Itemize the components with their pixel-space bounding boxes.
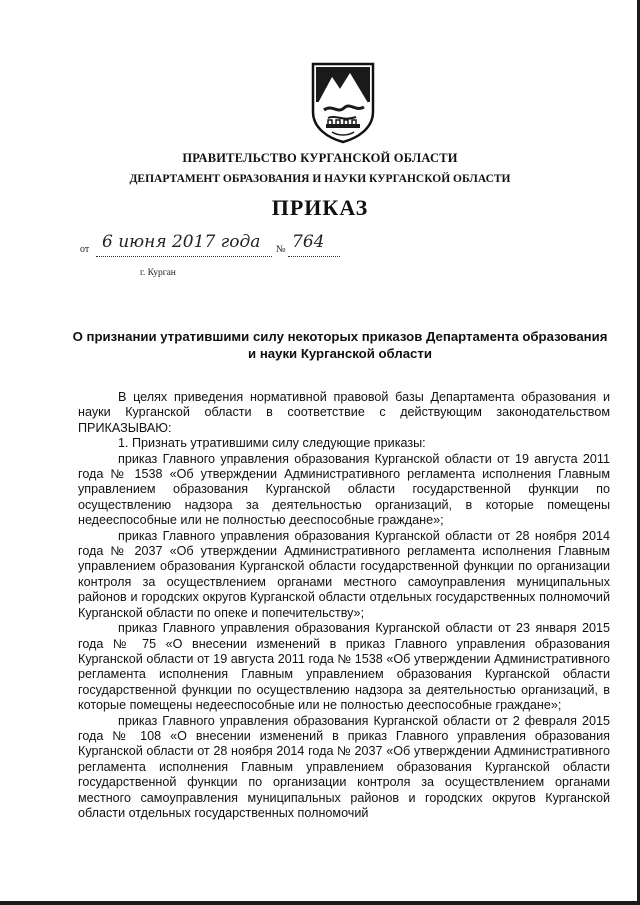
- date-prefix: от: [80, 244, 90, 255]
- department-name: ДЕПАРТАМЕНТ ОБРАЗОВАНИЯ И НАУКИ КУРГАНСКОЙ ОБЛАСТИ: [129, 173, 511, 185]
- order-list-item: приказ Главного управления образования Курганской области от 2 февраля 2015 года № 108 «О внесении изменений в приказ Главного управления образования Курганской области от 28 ноября 2014 года № 2037 «Об утверждении Административного регламента исполнения Главным управлением образования Курганской области государственной функции по организации контроля за осуществлением органами местного самоуправления муниципальных районов и городских округов Курганской области отдельных государственных полномочий: [78, 713, 610, 820]
- order-list-item: приказ Главного управления образования Курганской области от 23 января 2015 года № 75 «О внесении изменений в приказ Главного управления образования Курганской области от 19 августа 2011 года № 1538 «Об утверждении Административного регламента исполнения Главным управлением образования Курганской области государственной функции по осуществлению надзора за деятельностью организаций, в которые помещены недееспособные или не полностью дееспособные граждане»;: [78, 621, 610, 713]
- government-name: ПРАВИТЕЛЬСТВО КУРГАНСКОЙ ОБЛАСТИ: [182, 151, 458, 165]
- city-label: г. Курган: [140, 268, 176, 278]
- order-body: [78, 390, 610, 821]
- order-meta-line: [80, 232, 380, 262]
- scan-edge-bottom: [0, 901, 640, 905]
- item-1-paragraph: 1. Признать утратившими силу следующие приказы:: [118, 436, 426, 451]
- number-underline: [288, 256, 340, 257]
- order-subject-heading: О признании утратившими силу некоторых приказов Департамента образования и науки Курганской области: [72, 329, 608, 361]
- handwritten-date: 6 июня 2017 года: [102, 232, 261, 252]
- order-list-item: приказ Главного управления образования Курганской области от 19 августа 2011 года № 1538 «Об утверждении Административного регламента исполнения Главным управлением образования Курганской области государственной функции по осуществлению надзора за деятельностью организаций, в которые помещены недееспособные или не полностью дееспособные граждане»;: [78, 451, 610, 528]
- preamble-paragraph: В целях приведения нормативной правовой базы Департамента образования и науки Курганской области в соответствие с действующим законодательством ПРИКАЗЫВАЮ:: [78, 390, 610, 435]
- order-list-item: приказ Главного управления образования Курганской области от 28 ноября 2014 года № 2037 «Об утверждении Административного регламента исполнения Главным управлением образования Курганской области государственной функции по организации контроля за осуществлением органами местного самоуправления муниципальных районов и городских округов Курганской области отдельных государственных полномочий Курганской области по опеке и попечительству»;: [78, 528, 610, 620]
- kurgan-region-coat-of-arms-icon: [310, 62, 376, 144]
- document-type-title: ПРИКАЗ: [271, 195, 369, 220]
- number-prefix: №: [276, 244, 286, 255]
- handwritten-order-number: 764: [292, 232, 325, 252]
- date-underline: [96, 256, 272, 257]
